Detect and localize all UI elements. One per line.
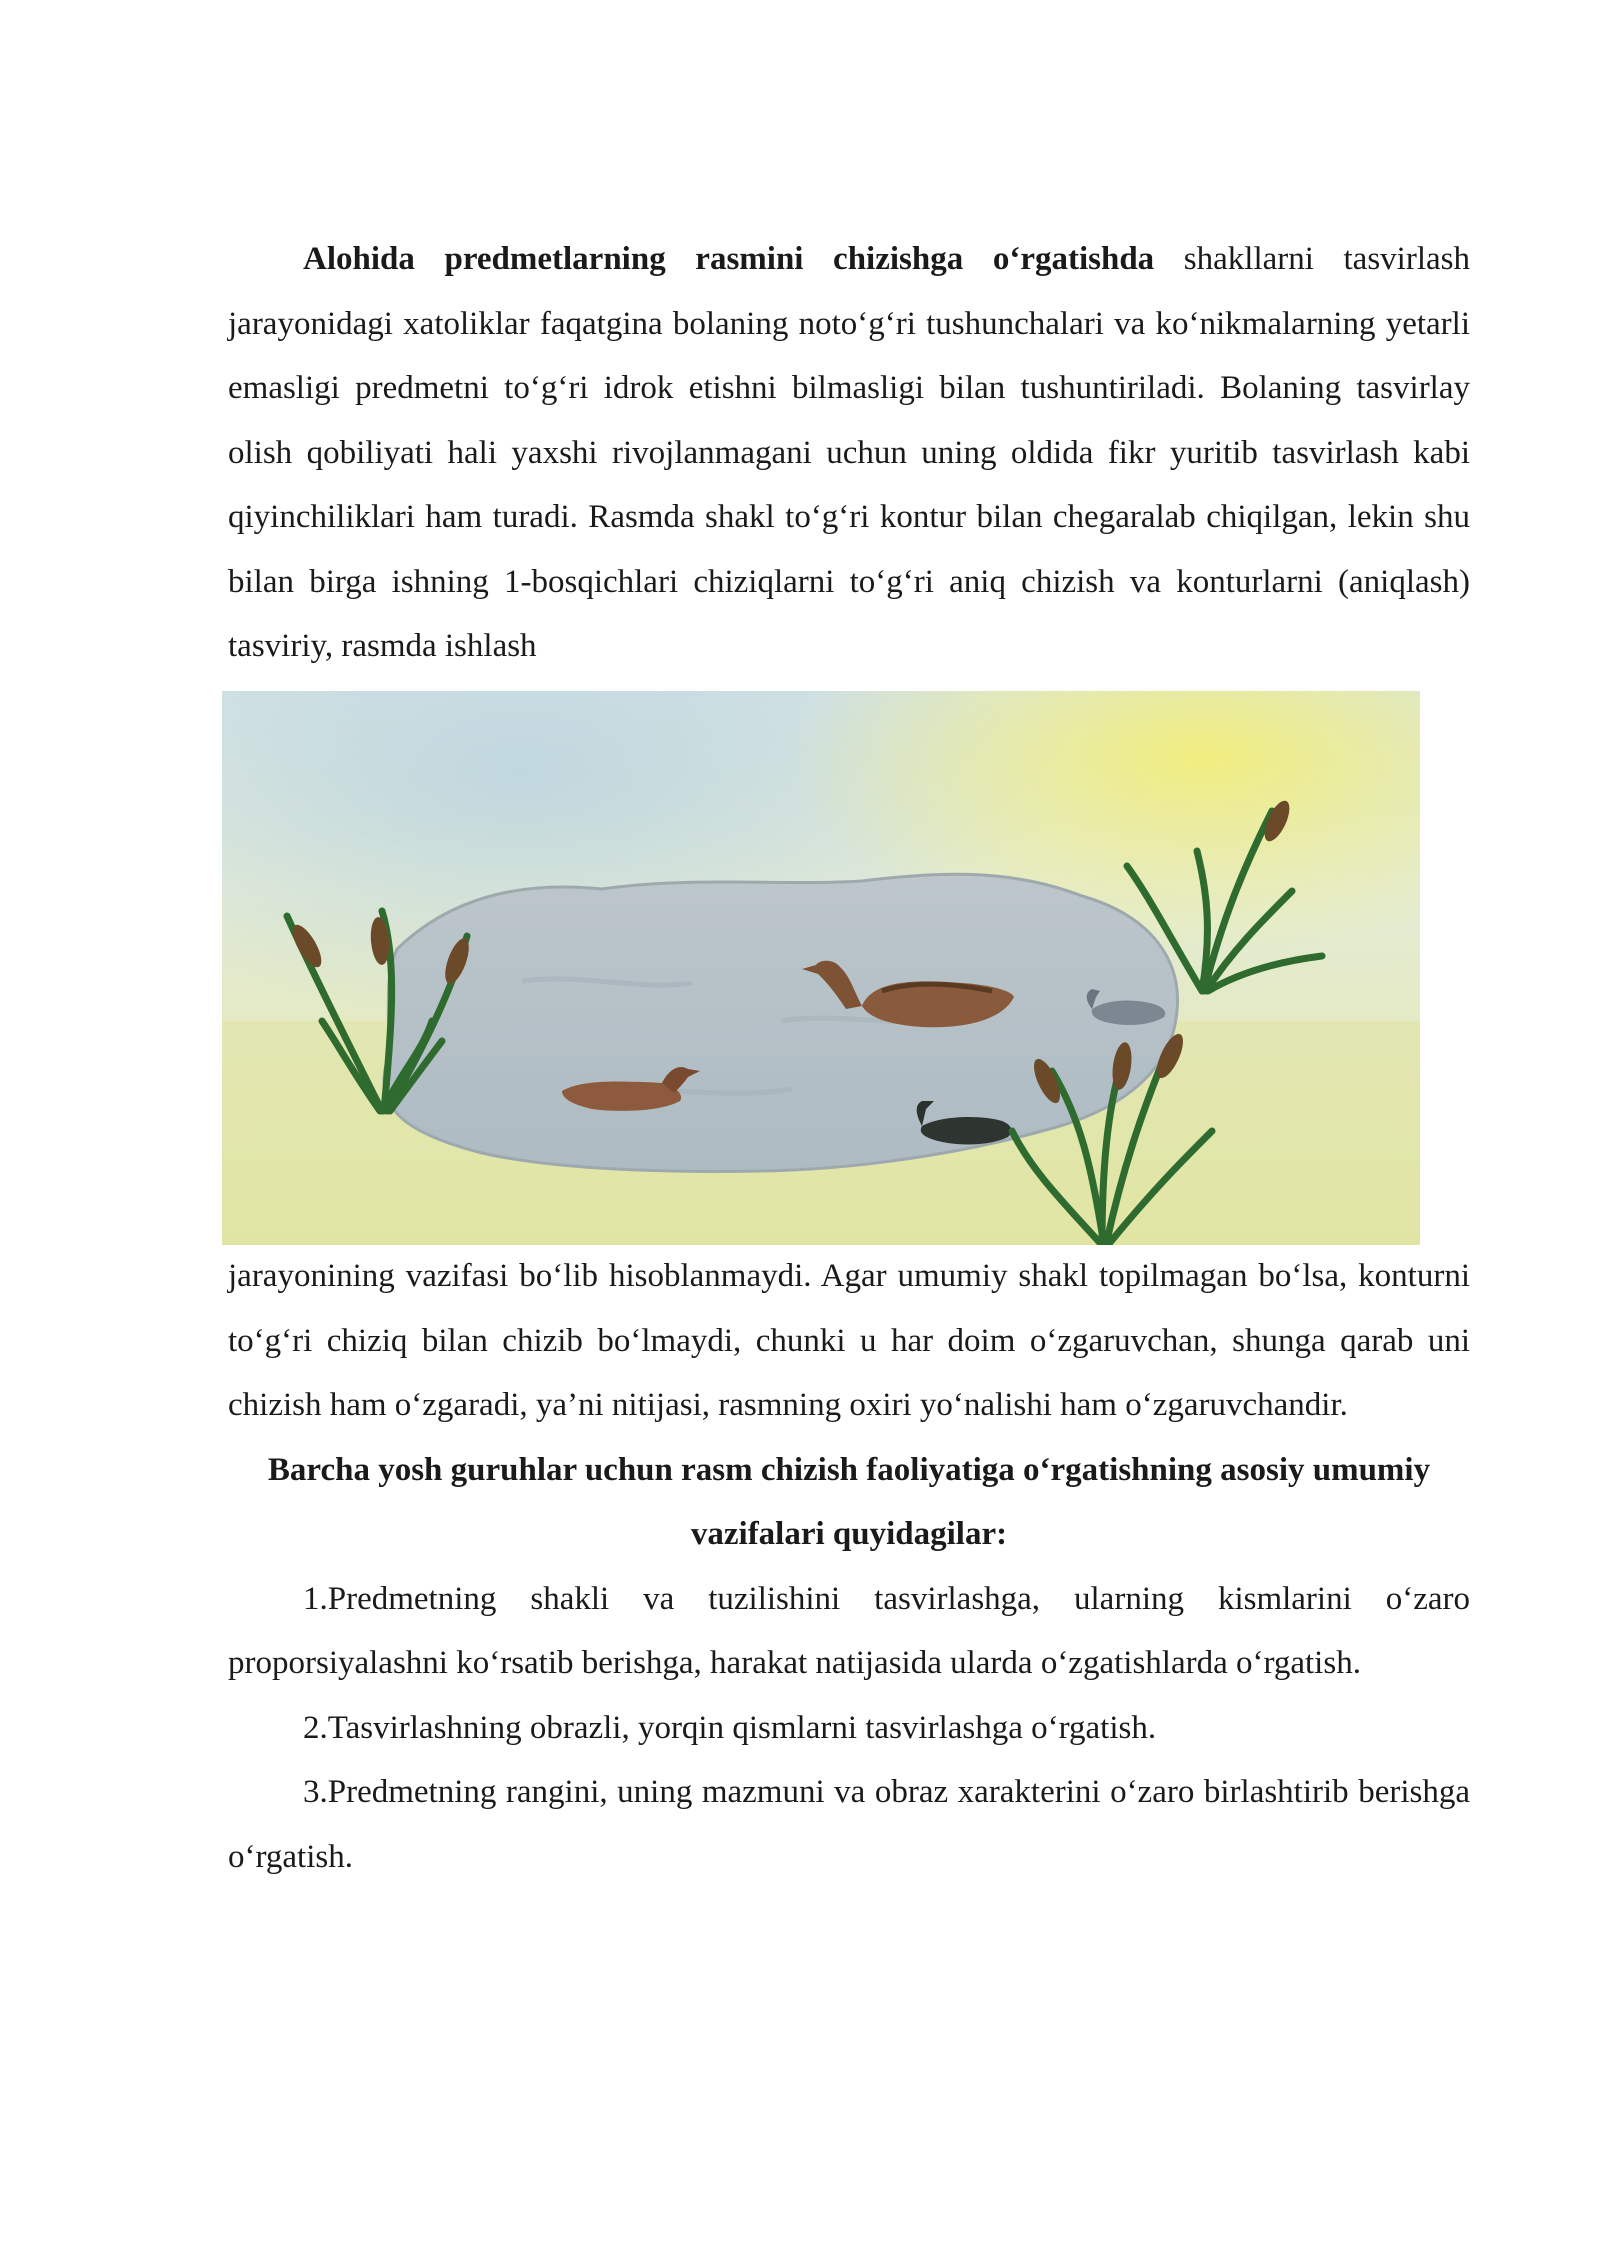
paragraph-continued: jarayonining vazifasi bo‘lib hisoblanmaydi. Agar umumiy shakl topilmagan bo‘lsa, konturni to‘g‘ri chiziq bilan chizib bo‘lmaydi, chunki u har doim o‘zgaruvchan, shunga qarab uni chizish ham o‘zgaradi, ya’ni nitijasi, rasmning oxiri yo‘nalishi ham o‘zgaruvchandir. xyxy=(228,1258,1470,1423)
list-item-3: 3.Predmetning rangini, uning mazmuni va obraz xarakterini o‘zaro birlashtirib berishga o‘rgatish. xyxy=(228,1774,1470,1875)
paragraph-body: shakllarni tasvirlash jarayonidagi xatoliklar faqatgina bolaning noto‘g‘ri tushunchalari va ko‘nikmalarning yetarli emasligi predmetni to‘g‘ri idrok etishni bilmasligi bilan tushuntiriladi. Bolaning tasvirlay olish qobiliyati hali yaxshi rivojlanmagani uchun uning oldida fikr yuritib tasvirlash kabi qiyinchiliklari ham turadi. Rasmda shakl to‘g‘ri kontur bilan chegaralab chiqilgan, lekin shu bilan birga ishning 1-bosqichlari chiziqlarni to‘g‘ri aniq chizish va konturlarni (aniqlash) tasviriy, rasmda ishlash xyxy=(228,241,1470,664)
pond-illustration-svg xyxy=(222,691,1420,1245)
pond-water xyxy=(384,874,1178,1171)
paragraph-lead: Alohida predmetlarning rasmini chizishga o‘rgatishda xyxy=(303,241,1155,277)
list-item-2: 2.Tasvirlashning obrazli, yorqin qismlarni tasvirlashga o‘rgatish. xyxy=(303,1709,1157,1746)
section-heading: Barcha yosh guruhlar uchun rasm chizish faoliyatiga o‘rgatishning asosiy umumiy vazifalari quyidagilar: xyxy=(267,1451,1431,1552)
text-block-bottom xyxy=(228,1244,1470,1889)
text-block-top xyxy=(228,227,1470,679)
pond-illustration xyxy=(222,691,1420,1245)
paragraph-intro xyxy=(228,227,1470,679)
list-item-1: 1.Predmetning shakli va tuzilishini tasvirlashga, ularning kismlarini o‘zaro proporsiyalashni ko‘rsatib berishga, harakat natijasida ularda o‘zgatishlarda o‘rgatish. xyxy=(228,1580,1470,1681)
